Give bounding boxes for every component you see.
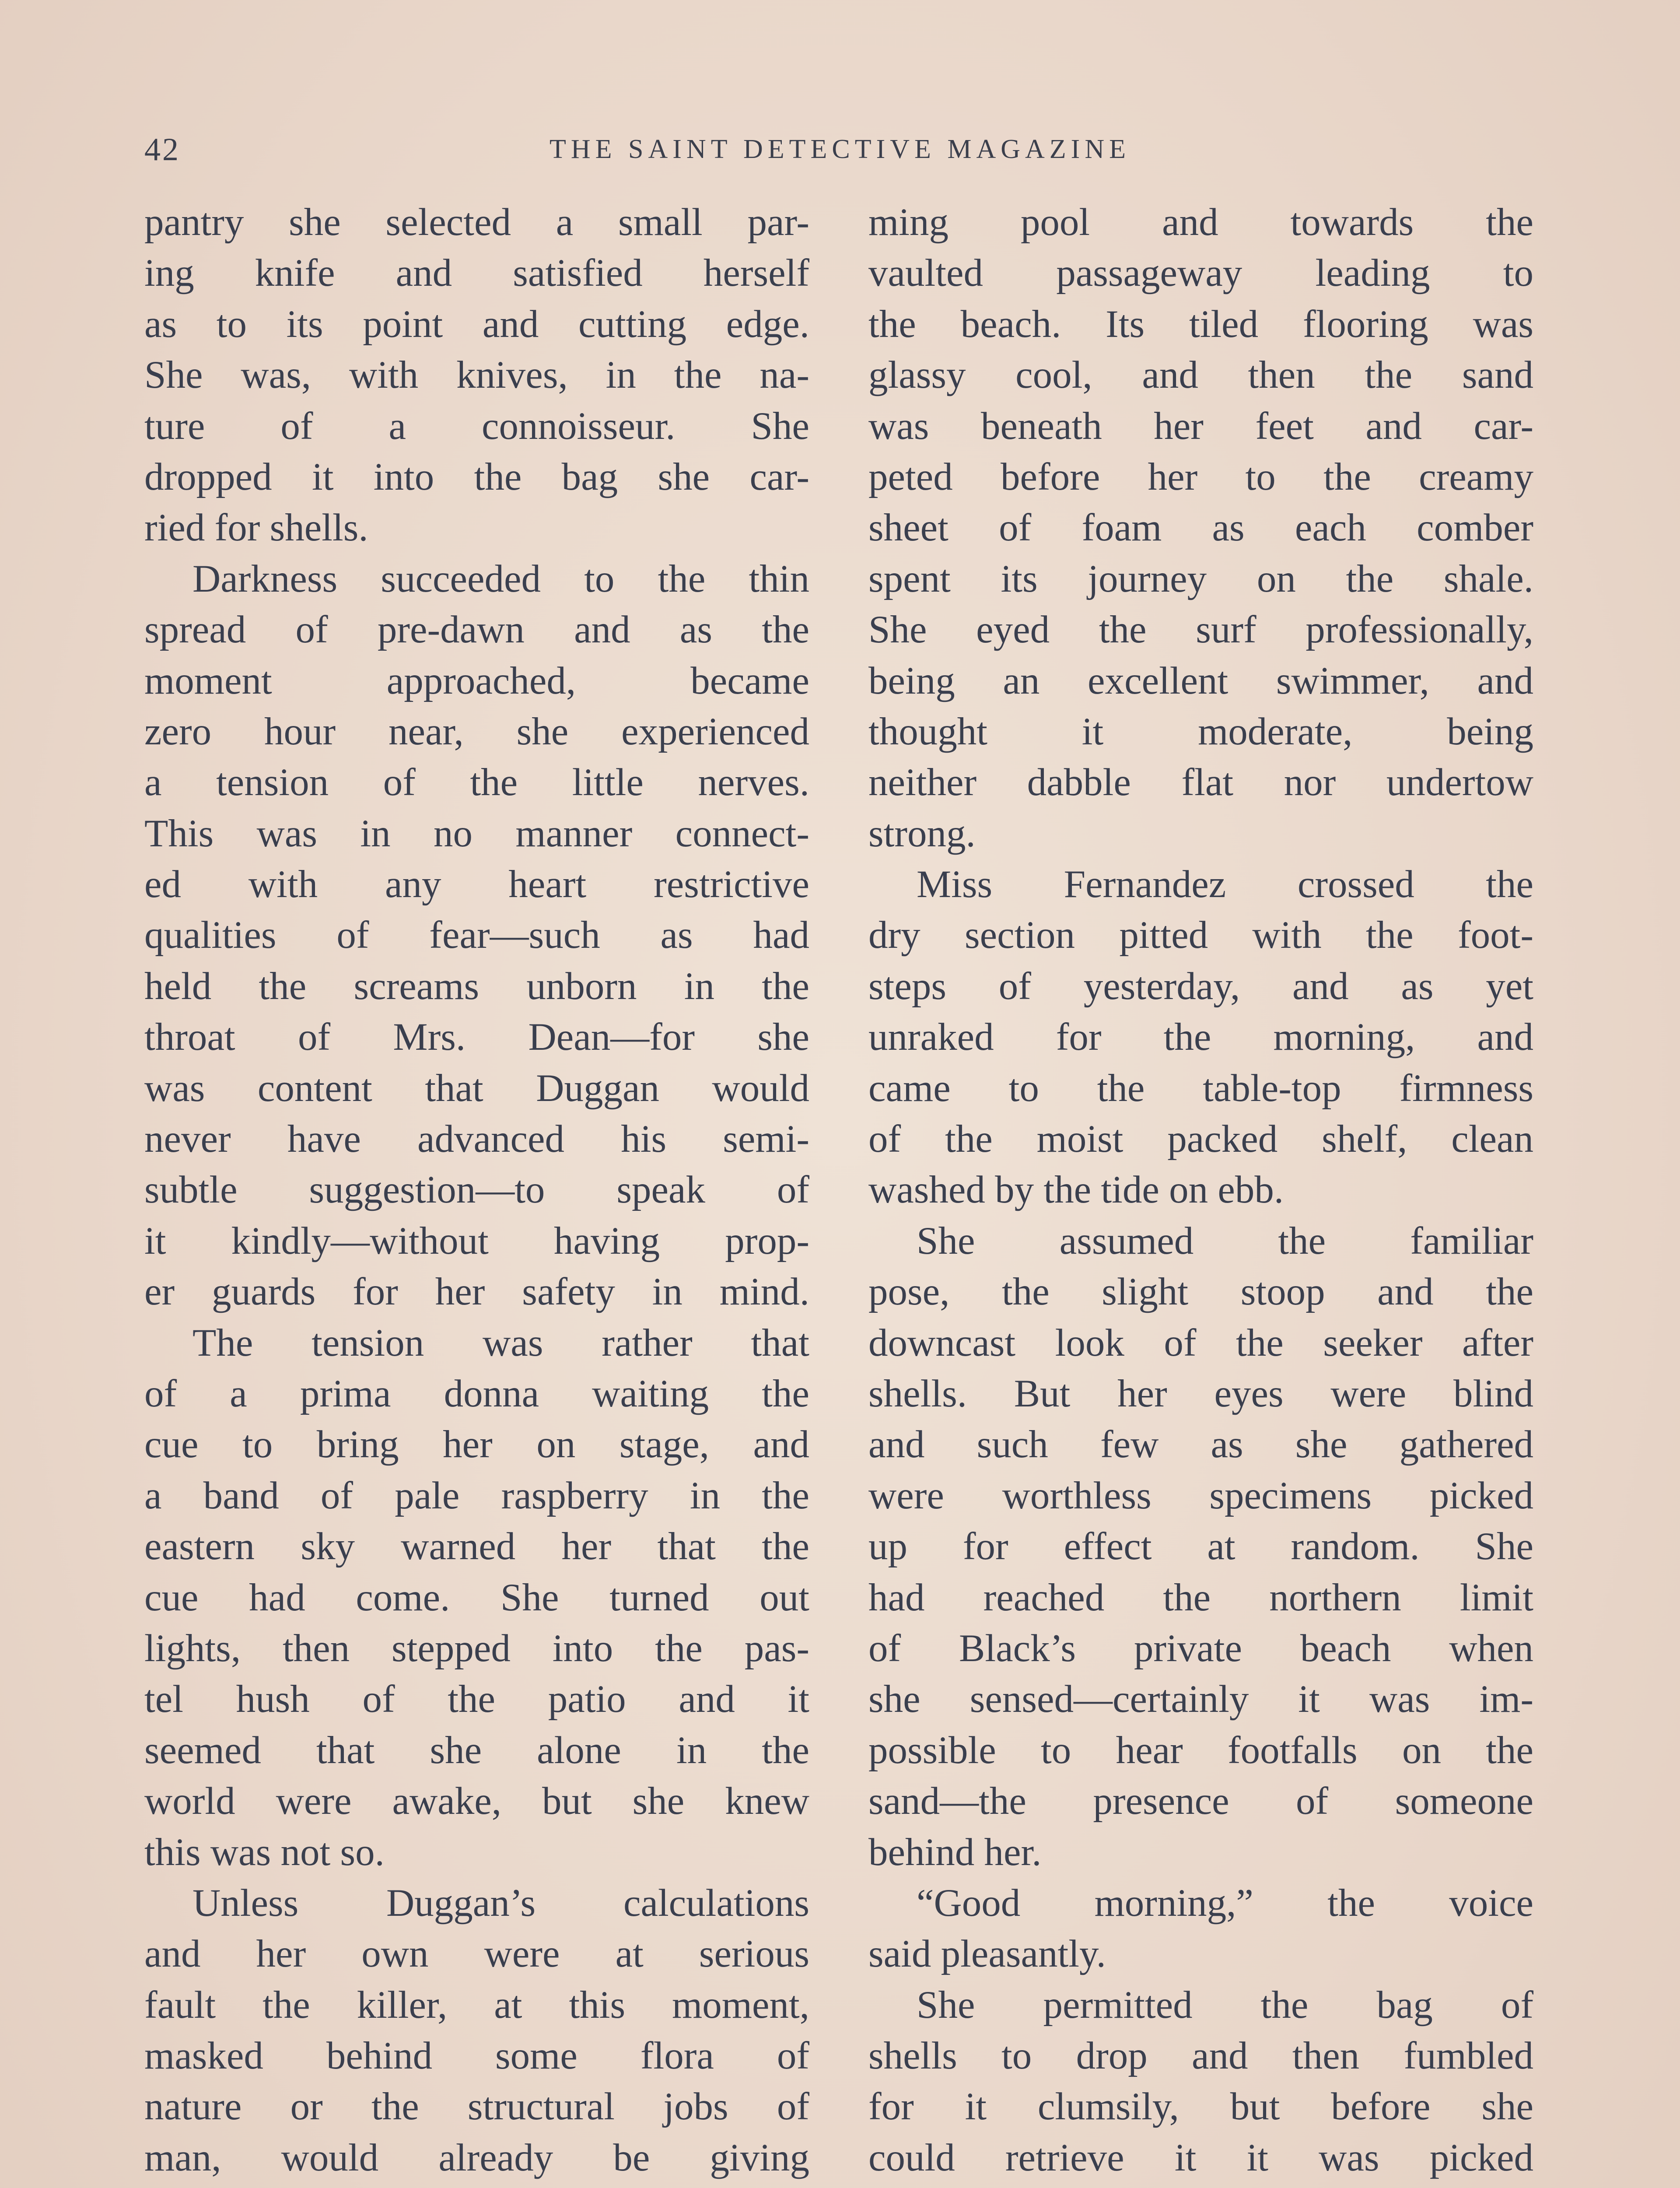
text-line: cue to bring her on stage, and [144, 1423, 809, 1466]
text-line: seemed that she alone in the [144, 1729, 809, 1772]
text-line: this was not so. [144, 1830, 385, 1874]
text-line [144, 2183, 809, 2188]
text-line: spent its journey on the shale. [868, 557, 1533, 600]
text-line: man, would already be giving [144, 2136, 809, 2179]
text-line: Unless Duggan’s calculations [192, 1881, 809, 1925]
text-line: strong. [868, 812, 976, 855]
page-header [144, 131, 1536, 175]
text-line: ed with any heart restrictive [144, 863, 809, 906]
text-line: steps of yesterday, and as yet [868, 964, 1533, 1008]
text-line: cue had come. She turned out [144, 1576, 809, 1619]
text-line: a band of pale raspberry in the [144, 1474, 809, 1517]
text-line: zero hour near, she experienced [144, 710, 809, 753]
text-line: had reached the northern limit [868, 1576, 1533, 1619]
text-line: pantry she selected a small par- [144, 201, 809, 244]
text-line: for it clumsily, but before she [868, 2085, 1533, 2128]
text-line: said pleasantly. [868, 1932, 1106, 1976]
text-line: qualities of fear—such as had [144, 914, 809, 957]
text-line: “Good morning,” the voice [917, 1881, 1533, 1925]
text-line: ried for shells. [144, 506, 368, 550]
text-line: sand—the presence of someone [868, 1780, 1533, 1823]
text-line: downcast look of the seeker after [868, 1321, 1533, 1364]
text-line: glassy cool, and then the sand [868, 354, 1533, 397]
text-line: dry section pitted with the foot- [868, 914, 1533, 957]
text-line: held the screams unborn in the [144, 964, 809, 1008]
text-line: er guards for her safety in mind. [144, 1270, 809, 1314]
text-line: was beneath her feet and car- [868, 404, 1533, 448]
text-line: and her own were at serious [144, 1932, 809, 1976]
text-line: subtle suggestion—to speak of [144, 1168, 809, 1212]
text-line: neither dabble flat nor undertow [868, 761, 1533, 804]
text-line: could retrieve it it was picked [868, 2136, 1533, 2179]
text-line: eastern sky warned her that the [144, 1525, 809, 1568]
text-line: tel hush of the patio and it [144, 1678, 809, 1721]
text-line: This was in no manner connect- [144, 812, 809, 855]
text-line: masked behind some flora of [144, 2034, 809, 2078]
text-line: ing knife and satisfied herself [144, 252, 809, 295]
text-line: never have advanced his semi- [144, 1118, 809, 1161]
text-line: Miss Fernandez crossed the [917, 863, 1533, 906]
text-line: world were awake, but she knew [144, 1780, 809, 1823]
page-number: 42 [144, 132, 180, 168]
text-line: ming pool and towards the [868, 201, 1533, 244]
text-line: washed by the tide on ebb. [868, 1168, 1284, 1212]
text-line: being an excellent swimmer, and [868, 659, 1533, 702]
text-line: Darkness succeeded to the thin [192, 557, 809, 600]
text-line: She permitted the bag of [917, 1983, 1533, 2027]
text-line: shells to drop and then fumbled [868, 2034, 1533, 2078]
text-line: throat of Mrs. Dean—for she [144, 1016, 809, 1059]
text-line: spread of pre-dawn and as the [144, 608, 809, 652]
text-line: sheet of foam as each comber [868, 506, 1533, 550]
text-line: the beach. Its tiled flooring was [868, 302, 1533, 346]
text-line: unraked for the morning, and [868, 1016, 1533, 1059]
text-line: fault the killer, at this moment, [144, 1983, 809, 2027]
text-line: of a prima donna waiting the [144, 1372, 809, 1415]
text-line: came to the table-top firmness [868, 1066, 1533, 1110]
text-line: of Black’s private beach when [868, 1627, 1533, 1670]
text-line: a tension of the little nerves. [144, 761, 809, 804]
text-line: She assumed the familiar [917, 1219, 1533, 1262]
text-line: shells. But her eyes were blind [868, 1372, 1533, 1415]
text-line: it kindly—without having prop- [144, 1219, 809, 1262]
text-line: She was, with knives, in the na- [144, 354, 809, 397]
text-column-right [868, 197, 1533, 2188]
text-line: was content that Duggan would [144, 1066, 809, 1110]
text-column-left [144, 197, 809, 2188]
text-line: and such few as she gathered [868, 1423, 1533, 1466]
text-line: The tension was rather that [192, 1321, 809, 1364]
text-line: behind her. [868, 1830, 1042, 1874]
text-line: nature or the structural jobs of [144, 2085, 809, 2128]
text-line: pose, the slight stoop and the [868, 1270, 1533, 1314]
text-line: peted before her to the creamy [868, 455, 1533, 498]
text-line: as to its point and cutting edge. [144, 302, 809, 346]
text-line: She eyed the surf professionally, [868, 608, 1533, 652]
text-line: lights, then stepped into the pas- [144, 1627, 809, 1670]
text-line: of the moist packed shelf, clean [868, 1118, 1533, 1161]
text-line: thought it moderate, being [868, 710, 1533, 753]
text-line: vaulted passageway leading to [868, 252, 1533, 295]
text-line: possible to hear footfalls on the [868, 1729, 1533, 1772]
text-line: she sensed—certainly it was im- [868, 1678, 1533, 1721]
text-line: dropped it into the bag she car- [144, 455, 809, 498]
text-line: were worthless specimens picked [868, 1474, 1533, 1517]
text-line: ture of a connoisseur. She [144, 404, 809, 448]
text-line: moment approached, became [144, 659, 809, 702]
text-line [868, 2183, 1533, 2188]
running-title: THE SAINT DETECTIVE MAGAZINE [550, 134, 1130, 164]
text-line: up for effect at random. She [868, 1525, 1533, 1568]
